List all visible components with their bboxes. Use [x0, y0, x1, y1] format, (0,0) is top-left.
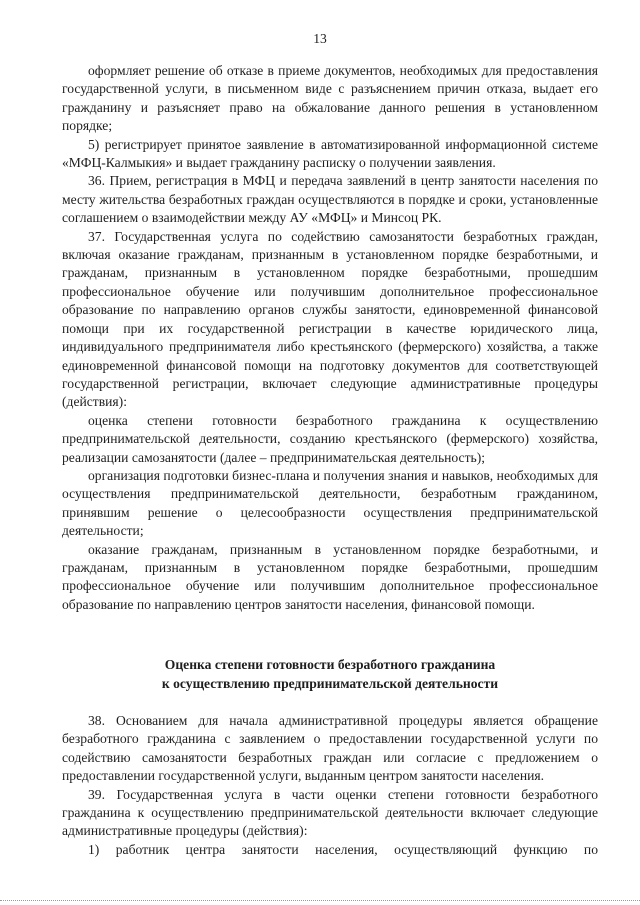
paragraph: 38. Основанием для начала административной процедуры является обращение безработного гражданина с заявлением о предоставлении государственной услуги по содействию самозанятости безработных граждан или согласие с предложением о предоставлении государственной услуги, выданным центром занятости населения.: [62, 713, 598, 784]
paragraph: 36. Прием, регистрация в МФЦ и передача заявлений в центр занятости населения по месту жительства безработных граждан осуществляются в порядке и сроки, установленные соглашением о взаимодействии между АУ «МФЦ» и Минсоц РК.: [62, 173, 598, 226]
paragraph: 39. Государственная услуга в части оценки степени готовности безработного гражданина к осуществлению предпринимательской деятельности включает следующие административные процедуры (действия):: [62, 786, 598, 839]
paragraph: оценка степени готовности безработного гражданина к осуществлению предпринимательской деятельности, созданию крестьянского (фермерского) хозяйства, реализации самозанятости (далее – предпринимательская деятельность);: [62, 412, 598, 465]
paragraph: 37. Государственная услуга по содействию самозанятости безработных граждан, включая оказание гражданам, признанным в установленном порядке безработными, и гражданам, признанным в установленном порядке безработными, прошедшим профессиональное обучение или получившим дополнительное профессиональное образование по направлению органов службы занятости, единовременной финансовой помощи при их государственной регистрации в качестве юридического лица, индивидуального предпринимателя либо крестьянского (фермерского) хозяйства, а также единовременной финансовой помощи на подготовку документов для соответствующей государственной регистрации, включает следующие административные процедуры (действия):: [62, 228, 598, 410]
page-number: 13: [313, 31, 327, 46]
paragraph: организация подготовки бизнес-плана и получения знания и навыков, необходимых для осуществления предпринимательской деятельности, безработным гражданином, принявшим решение о целесообразности осуществления предпринимательской деятельности;: [62, 467, 598, 539]
paragraph: оформляет решение об отказе в приеме документов, необходимых для предоставления государственной услуги, в письменном виде с разъяснением причин отказа, выдает его гражданину и разъясняет право на обжалование данного решения в установленном порядке;: [62, 63, 598, 134]
paragraph: 5) регистрирует принятое заявление в автоматизированной информационной системе «МФЦ-Калмыкия» и выдает гражданину расписку о получении заявления.: [62, 136, 598, 171]
section-heading: [62, 655, 598, 693]
heading-line: к осуществлению предпринимательской деятельности: [161, 676, 499, 691]
body-text: [62, 62, 598, 614]
paragraph: 1) работник центра занятости населения, осуществляющий функцию по: [88, 841, 598, 857]
scan-edge-line: [0, 898, 640, 901]
body-text-continued: [62, 712, 598, 859]
paragraph: оказание гражданам, признанным в установленном порядке безработными, и гражданам, признанным в установленном порядке безработными, прошедшим профессиональное обучение или получившим дополнительное профессиональное образование по направлению центров занятости населения, финансовой помощи.: [62, 541, 598, 612]
heading-line: Оценка степени готовности безработного гражданина: [164, 657, 496, 672]
